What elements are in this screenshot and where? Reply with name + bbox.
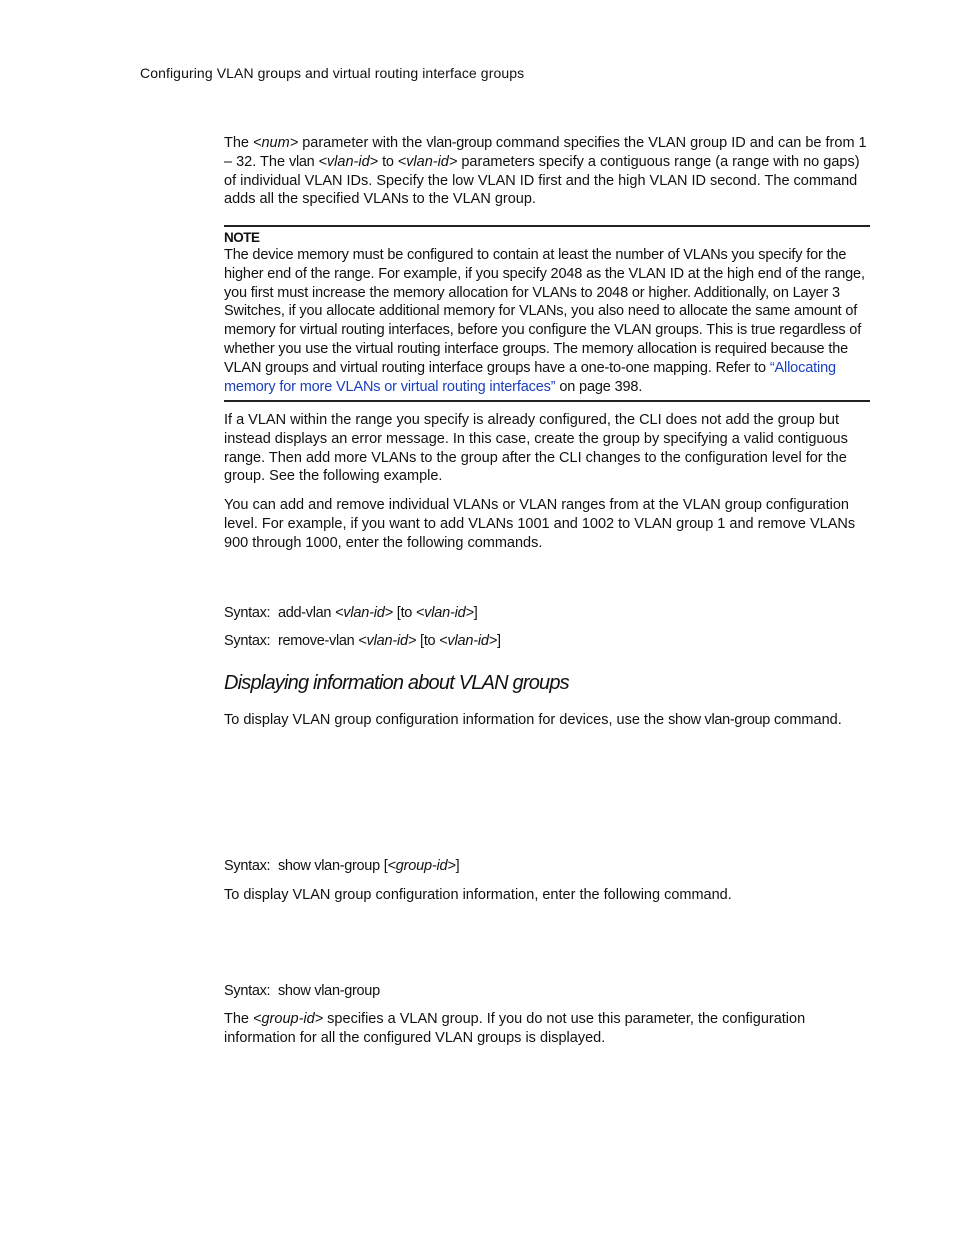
vlan-id-parameter: <vlan-id> bbox=[358, 633, 417, 649]
vlan-id-parameter: <vlan-id> bbox=[439, 633, 498, 649]
syntax-show-vlan-group bbox=[224, 983, 380, 999]
syntax-label: Syntax: bbox=[224, 633, 271, 649]
group-id-parameter: <group-id> bbox=[387, 858, 456, 874]
text-run: parameter with the bbox=[298, 135, 427, 151]
syntax-show-vlan-group-id bbox=[224, 858, 460, 874]
paragraph-display-info: To display VLAN group configuration information, enter the following command. bbox=[224, 887, 732, 903]
text-run: To display VLAN group configuration information for devices, use the bbox=[224, 712, 669, 728]
to-keyword: to bbox=[382, 153, 394, 170]
text-run: command specifies the VLAN group ID and can be from 1 – 32. The bbox=[224, 135, 867, 170]
to-keyword: to bbox=[400, 605, 413, 621]
cross-reference-link[interactable]: “Allocating memory for more VLANs or virtual routing interfaces” bbox=[224, 359, 836, 395]
paragraph-show-command bbox=[224, 711, 870, 730]
note-top-rule bbox=[224, 225, 870, 227]
note-bottom-rule bbox=[224, 400, 870, 402]
syntax-label: Syntax: bbox=[224, 605, 271, 621]
vlan-id-parameter: <vlan-id> bbox=[335, 605, 393, 621]
group-id-parameter: <group-id> bbox=[253, 1011, 324, 1027]
bracket: ] bbox=[497, 633, 501, 649]
show-vlan-group-command: show vlan-group bbox=[277, 858, 380, 874]
remove-vlan-command: remove-vlan bbox=[277, 633, 355, 649]
text-run: parameters specify a contiguous range (a range with no gaps) of individual VLAN IDs. Specify the low VLAN ID first and the high VLAN ID second. The command adds all the specified VLANs to the VLAN group. bbox=[224, 153, 860, 208]
syntax-label: Syntax: bbox=[224, 983, 271, 999]
text-run: command. bbox=[770, 712, 842, 728]
paragraph-add-remove: You can add and remove individual VLANs or VLAN ranges from at the VLAN group configuration level. For example, if you want to add VLANs 1001 and 1002 to VLAN group 1 and remove VLANs 900 through 1000, enter the following commands. bbox=[224, 497, 856, 551]
bracket: ] bbox=[455, 858, 460, 874]
text-run: specifies a VLAN group. If you do not use this parameter, the configuration information for all the configured VLAN groups is displayed. bbox=[224, 1011, 806, 1046]
syntax-remove-vlan bbox=[224, 633, 501, 649]
bracket: ] bbox=[473, 605, 478, 621]
bracket: [ bbox=[419, 633, 424, 649]
vlan-id-parameter: <vlan-id> bbox=[318, 153, 379, 170]
text-run: The bbox=[224, 135, 254, 151]
paragraph-error-message: If a VLAN within the range you specify is already configured, the CLI does not add the group but instead displays an error message. In this case, create the group by specifying a valid contiguous range. Then add more VLANs to the group after the CLI changes to the configuration level for the group. See the following example. bbox=[224, 412, 848, 485]
text-run: The device memory must be configured to contain at least the number of VLANs you specify for the higher end of the range. For example, if you specify 2048 as the VLAN ID at the high end of the range, you first must increase the memory allocation for VLANs to 2048 or higher. Additionally, on Layer 3 Switches, if you allocate additional memory for VLANs, you also need to allocate the same amount of memory for virtual routing interfaces, before you configure the VLAN groups. This is true regardless of whether you use the virtual routing interface groups. The memory allocation is required because the VLAN groups and virtual routing interface groups have a one-to-one mapping. Refer to bbox=[224, 247, 865, 376]
vlan-id-parameter: <vlan-id> bbox=[397, 153, 458, 170]
add-vlan-command: add-vlan bbox=[277, 605, 332, 621]
paragraph-group-id bbox=[224, 1010, 870, 1048]
bracket: [ bbox=[383, 858, 388, 874]
running-header: Configuring VLAN groups and virtual routing interface groups bbox=[140, 65, 525, 81]
note-text bbox=[224, 246, 870, 396]
syntax-add-vlan bbox=[224, 605, 478, 621]
text-run: on page 398. bbox=[555, 378, 643, 395]
vlan-group-command: vlan-group bbox=[426, 135, 492, 151]
to-keyword: to bbox=[423, 633, 436, 649]
show-vlan-group-command: show vlan-group bbox=[668, 712, 771, 728]
vlan-id-parameter: <vlan-id> bbox=[415, 605, 474, 621]
note-heading: NOTE bbox=[224, 230, 260, 245]
show-vlan-group-command: show vlan-group bbox=[277, 983, 380, 999]
intro-paragraph bbox=[224, 134, 870, 209]
num-parameter: <num> bbox=[253, 135, 299, 151]
bracket: [ bbox=[396, 605, 401, 621]
section-heading: Displaying information about VLAN groups bbox=[224, 672, 569, 694]
text-run: The bbox=[224, 1011, 254, 1027]
vlan-keyword: vlan bbox=[289, 153, 315, 170]
syntax-label: Syntax: bbox=[224, 858, 271, 874]
